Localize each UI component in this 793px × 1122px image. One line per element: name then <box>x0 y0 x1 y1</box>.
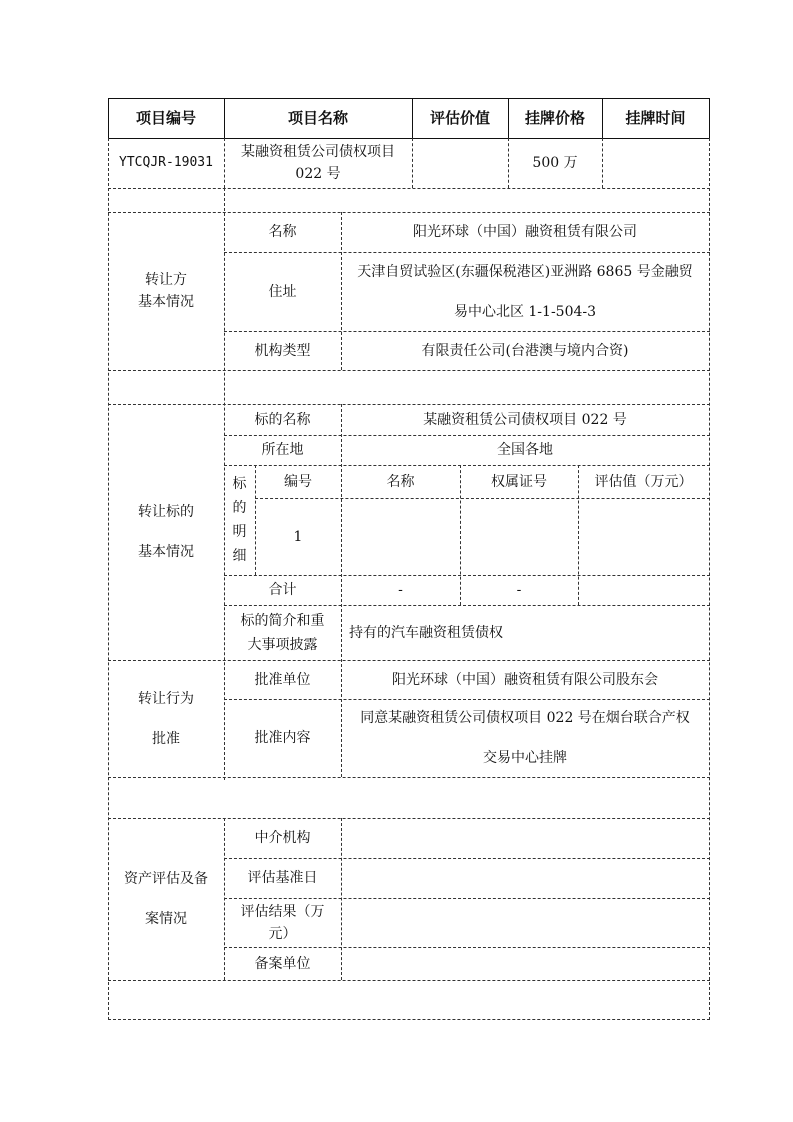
subject-intro-label-line2: 大事项披露 <box>247 636 318 653</box>
approval-content-value <box>341 699 709 777</box>
subject-intro-label-line1: 标的简介和重 <box>240 612 325 629</box>
detail-col-cert: 权属证号 <box>491 473 547 490</box>
project-valuation-value <box>412 138 508 188</box>
transferor-name-value: 阳光环球（中国）融资租赁有限公司 <box>413 224 637 240</box>
assessment-base-date-label: 评估基准日 <box>247 870 318 886</box>
subject-intro-label <box>224 605 341 660</box>
subject-total-cert: - <box>516 582 522 598</box>
project-name-line2: 022 号 <box>295 166 341 182</box>
detail-col-name: 名称 <box>386 473 415 490</box>
approval-unit-value: 阳光环球（中国）融资租赁有限公司股东会 <box>392 671 658 688</box>
subject-location-label: 所在地 <box>261 442 304 458</box>
detail-col-no: 编号 <box>284 473 312 490</box>
detail-char: 细 <box>232 548 247 564</box>
transferor-section-line2: 基本情况 <box>138 294 194 310</box>
approval-unit-label: 批准单位 <box>254 671 311 688</box>
assessment-section-label <box>108 818 224 980</box>
transferor-address-line2: 易中心北区 1-1-504-3 <box>453 303 597 320</box>
project-listing-time-value <box>602 138 709 188</box>
project-listing-price-value: 500 万 <box>532 155 578 171</box>
subject-section-line2: 基本情况 <box>138 544 194 560</box>
assessment-result-label-line2: 元） <box>268 925 297 942</box>
subject-section-line1: 转让标的 <box>138 504 194 520</box>
approval-section-line2: 批准 <box>152 730 180 747</box>
project-name-line1: 某融资租赁公司债权项目 <box>241 144 395 160</box>
assessment-section-line1: 资产评估及备 <box>124 871 208 887</box>
subject-total-name: - <box>398 582 403 598</box>
transferor-section-line1: 转让方 <box>145 272 187 288</box>
transferor-address-line1: 天津自贸试验区(东疆保税港区)亚洲路 6865 号金融贸 <box>357 263 693 280</box>
approval-section-label <box>108 660 224 777</box>
transferor-type-value: 有限责任公司(台港澳与境内合资) <box>421 342 629 359</box>
assessment-result-label-line1: 评估结果（万 <box>240 903 325 920</box>
approval-content-label: 批准内容 <box>254 730 311 746</box>
assessment-section-line2: 案情况 <box>145 911 187 927</box>
header-listing-price: 挂牌价格 <box>524 109 585 127</box>
subject-name-value: 某融资租赁公司债权项目 022 号 <box>423 411 627 428</box>
detail-row-no: 1 <box>293 528 303 545</box>
transferor-address-value <box>341 252 709 331</box>
subject-location-value: 全国各地 <box>497 442 553 458</box>
subject-total-label: 合计 <box>268 582 297 598</box>
detail-vertical-label <box>224 465 255 575</box>
assessment-agency-label: 中介机构 <box>254 830 311 846</box>
transferor-name-label: 名称 <box>268 224 297 240</box>
approval-section-line1: 转让行为 <box>138 690 194 707</box>
approval-content-line2: 交易中心挂牌 <box>483 750 567 766</box>
subject-name-label: 标的名称 <box>254 411 311 428</box>
subject-intro-value: 持有的汽车融资租赁债权 <box>349 624 503 641</box>
approval-content-line1: 同意某融资租赁公司债权项目 022 号在烟台联合产权 <box>360 710 690 726</box>
detail-char: 的 <box>232 500 247 516</box>
detail-char: 标 <box>232 476 247 492</box>
detail-char: 明 <box>232 524 247 540</box>
project-no-value: YTCQJR-19031 <box>119 155 213 170</box>
header-project-no: 项目编号 <box>135 109 196 127</box>
header-valuation: 评估价值 <box>429 109 490 127</box>
transferor-section-label <box>108 212 224 370</box>
assessment-filing-label: 备案单位 <box>254 955 311 972</box>
header-project-name: 项目名称 <box>287 109 348 127</box>
transferor-type-label: 机构类型 <box>254 342 311 359</box>
detail-col-value: 评估值（万元） <box>594 473 693 490</box>
subject-section-label <box>108 404 224 660</box>
assessment-result-label <box>224 898 341 947</box>
transferor-address-label: 住址 <box>268 283 297 300</box>
header-listing-time: 挂牌时间 <box>625 109 686 127</box>
project-name-value <box>224 138 412 188</box>
